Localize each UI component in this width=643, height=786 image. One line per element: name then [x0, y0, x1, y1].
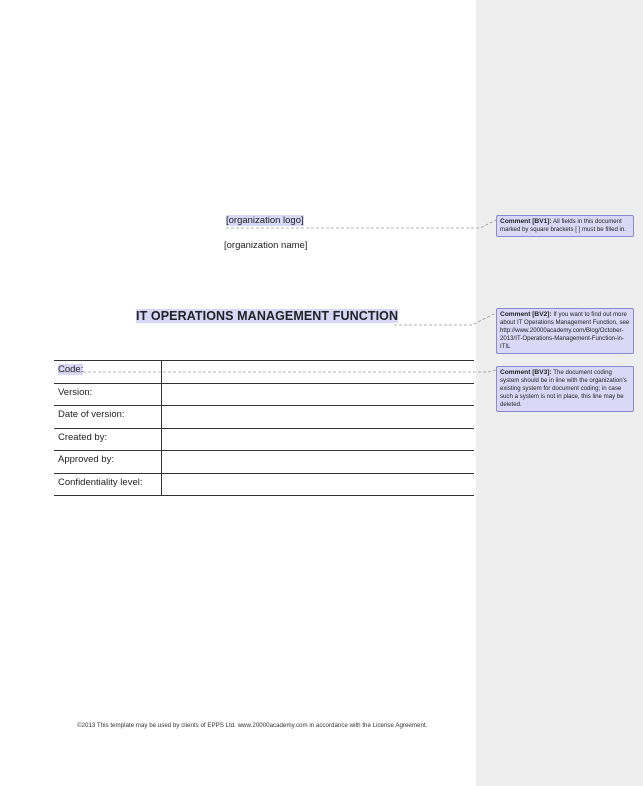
comment-bv1-id: Comment [BV1]:	[500, 218, 552, 225]
comment-bv2-text: If you want to find out more about IT Operations Management Function, see http://www.20000academy.com/Blog/October-2013/IT-Operations-Management-Function-in-ITIL	[500, 311, 630, 350]
comment-connector-3	[58, 370, 496, 372]
organization-logo-placeholder[interactable]: [organization logo]	[226, 215, 304, 226]
comment-bv2-id: Comment [BV2]:	[500, 311, 552, 318]
field-label-date-of-version: Date of version:	[54, 406, 161, 429]
field-label-version: Version:	[54, 383, 161, 406]
field-label-code: Code:	[54, 361, 161, 384]
comment-bv1[interactable]	[496, 215, 634, 237]
comment-bv3[interactable]	[496, 366, 634, 412]
field-label-approved-by: Approved by:	[54, 451, 161, 474]
field-label-created-by: Created by:	[54, 428, 161, 451]
comment-connector-2	[394, 313, 496, 325]
comment-bv2[interactable]	[496, 308, 634, 354]
footer-license-text: ©2013 This template may be used by clients of EPPS Ltd. www.20000academy.com in accordance with the License Agreement.	[77, 722, 428, 729]
field-label-confidentiality-level: Confidentiality level:	[54, 473, 161, 496]
document-title[interactable]: IT OPERATIONS MANAGEMENT FUNCTION	[136, 309, 399, 323]
comment-connector-1	[226, 220, 496, 228]
comment-bv3-id: Comment [BV3]:	[500, 369, 552, 376]
comment-bv1-text: All fields in this document marked by square brackets [ ] must be filled in.	[500, 218, 626, 234]
organization-name-placeholder[interactable]: [organization name]	[224, 240, 308, 251]
comment-bv3-text: The document coding system should be in line with the organization's existing system for document coding; in case such a system is not in place, this line may be deleted.	[500, 369, 627, 408]
